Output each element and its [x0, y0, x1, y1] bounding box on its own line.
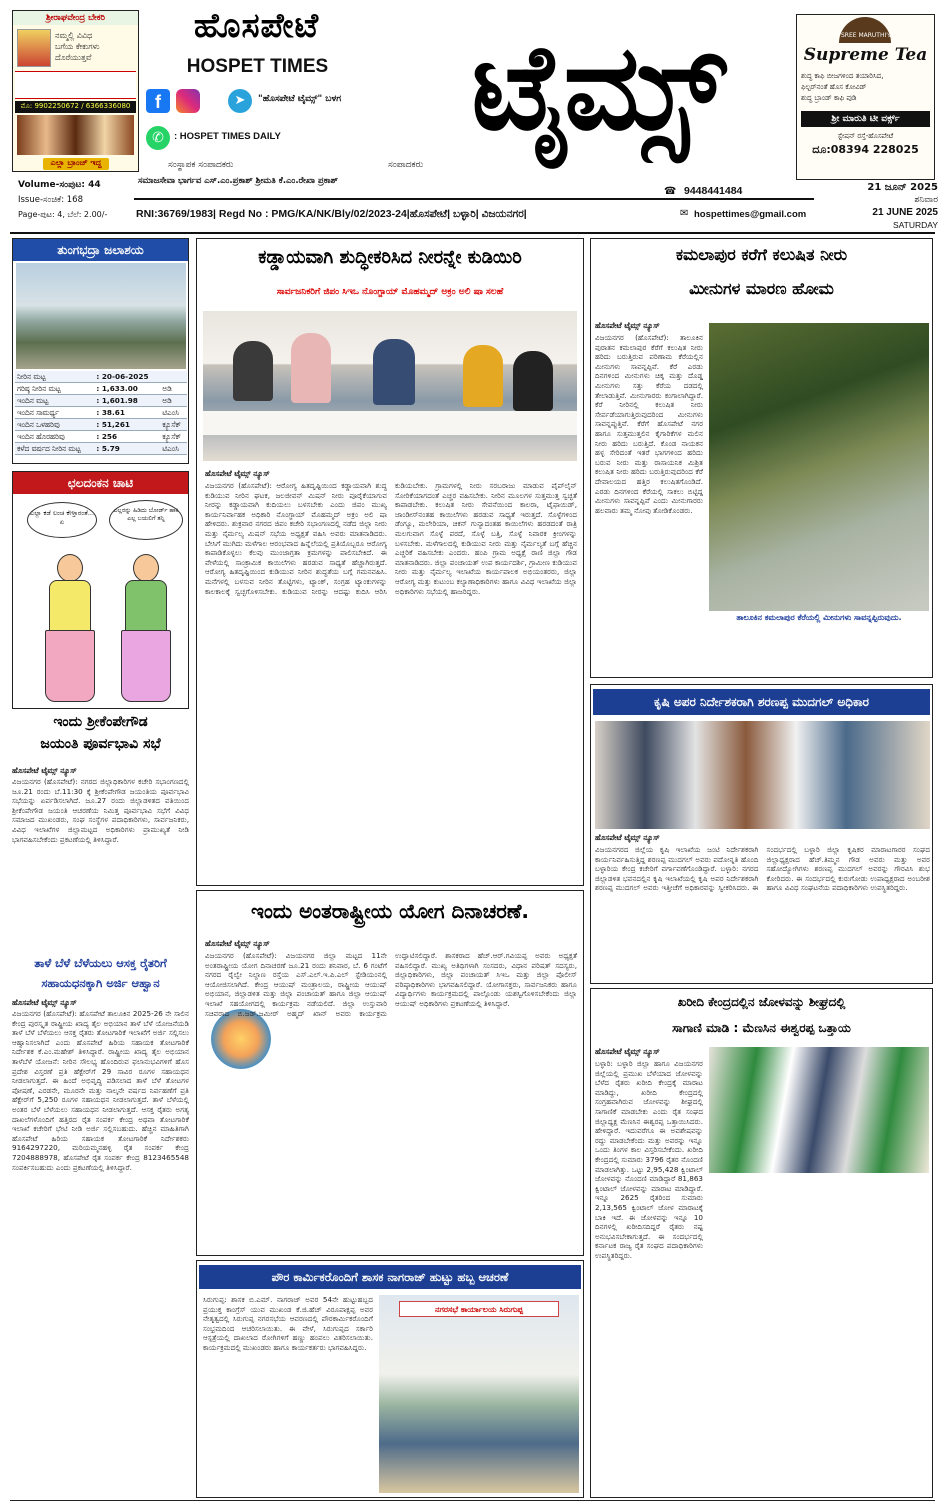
tea-phone: ದೂ:08394 228025 [812, 143, 919, 156]
kamalapura-title-2: ಮೀನುಗಳ ಮಾರಣ ಹೋಮ [689, 279, 834, 298]
bakery-line-1: ನಮ್ಮಲ್ಲಿ ವಿವಿಧ [55, 31, 93, 40]
rni-top-rule [134, 198, 814, 200]
tea-line-3: ಶುದ್ಧ ಬ್ರಾಂಡ್ ಕಾಫಿ ಪುಡಿ [801, 94, 857, 102]
dam-row [15, 407, 187, 419]
whatsapp-label: : HOSPET TIMES DAILY [174, 131, 281, 142]
phone-icon: ☎ [664, 186, 677, 197]
day-kannada: ಶನಿವಾರ [914, 195, 938, 205]
water-photo [203, 311, 577, 461]
dam-row-label: ಕಳೆದ ವರ್ಷದ ನೀರಿನ ಮಟ್ಟ [15, 443, 94, 455]
masthead [0, 0, 945, 238]
dam-title: ತುಂಗಭದ್ರಾ ಜಲಾಶಯ [13, 239, 188, 261]
kamalapura-body: ವಿಜಯನಗರ (ಹೊಸಪೇಟೆ): ತಾಲೂಕಿನ ಪುರಾತನ ಕಮಲಾಪುರ ಕೆರೆಗೆ ಕಲುಷಿತ ನೀರು ಹರಿದು ಬರುತ್ತಿರುವ ಪರಿಣಾಮ ಕೆರೆಯಲ್ಲಿನ ಮೀನುಗಳು ಸಾವನ್ನಪ್ಪಿವೆ. ಕೆರೆ ಎರಡು ದಿನಗಳಿಂದ ಮೀನುಗಳು ಚಿಕ್ಕ ಮತ್ತು ದೊಡ್ಡ ಮೀನುಗಳು ಸತ್ತು ಕೆರೆಯ ದಡದಲ್ಲಿ ತೇಲಾಡುತ್ತಿವೆ. ಮೀನುಗಾರರು ಕಂಗಾಲಾಗಿದ್ದಾರೆ. ಕೆರೆ ನೀರಿನಲ್ಲಿ ಕಲುಷಿತ ನೀರು ಸೇರ್ಪಡೆಯಾಗುತ್ತಿರುವುದರಿಂದ ಮೀನುಗಳು ಸಾವನ್ನಪ್ಪುತ್ತಿವೆ. ಕೆರೆಗೆ ಹೊಸಪೇಟೆ ನಗರ ಹಾಗೂ ಸುತ್ತಮುತ್ತಲಿನ ಕೈಗಾರಿಕೆಗಳ ಮಲಿನ ನೀರು ಹರಿದು ಬರುತ್ತಿದೆ. ಕೊಂಡ ನಾಯಕನ ಹಳ್ಳ ಸೇರಿದಂತೆ ಇತರೆ ಭಾಗಗಳಿಂದ ಹರಿದು ಬರುವ ನೀರು ಮತ್ತು ರಾಸಾಯನಿಕ ಮಿಶ್ರಿತ ಕಲುಷಿತ ನೀರು ಹರಿದು ಬರುತ್ತಿರುವುದರಿಂದ ಕೆರೆ ದೇವಾಲಯದ ಹತ್ತಿರ ಕಲುಷಿತಗೊಂಡಿದೆ. ಎರಡು ದಿನಗಳಿಂದ ಕೆರೆಯಲ್ಲಿ ಸಾಕಲು ಬಿಟ್ಟಿದ್ದ ಮೀನುಗಳು ಸಾವನ್ನಪ್ಪಿವೆ ಎಂದು ಮೀನುಗಾರರು ಹಲವಾರು ತಮ್ಮ ನೋವು ತೋಡಿಕೊಂಡರು. [595, 333, 703, 515]
water-article [196, 238, 584, 886]
kempegowda-body: ವಿಜಯನಗರ (ಹೊಸಪೇಟೆ): ನಗರದ ಜಿಲ್ಲಾಧಿಕಾರಿಗಳ ಕಚೇರಿ ಸಭಾಂಗಣದಲ್ಲಿ ಜೂ.21 ರಂದು ಬೆ.11:30 ಕ್ಕೆ ಶ್ರೀಕೆಂಪೇಗೌಡ ಜಯಂತಿಯ ಪೂರ್ವಭಾವಿ ಸಭೆಯನ್ನು ಏರ್ಪಡಿಸಲಾಗಿದೆ. ಜೂ.27 ರಂದು ಜಿಲ್ಲಾಡಳಿತದ ವತಿಯಿಂದ ಶ್ರೀಕೆಂಪೇಗೌಡ ಜಯಂತಿ ಆಚರಣೆಯ ನಿಮಿತ್ತ ಪೂರ್ವಭಾವಿ ಸಭೆಗೆ ವಿವಿಧ ಸಮಾಜದ ಮುಖಂಡರು, ಸಂಘ ಸಂಸ್ಥೆಗಳ ಪದಾಧಿಕಾರಿಗಳು, ಸಾರ್ವಜನಿಕರು, ವಿವಿಧ ಇಲಾಖೆಗಳ ಜಿಲ್ಲಾಮಟ್ಟದ ಅಧಿಕಾರಿಗಳು ಪ್ರಾಮುಖ್ಯತೆ ನೀಡಿ ಭಾಗವಹಿಸಬೇಕೆಂದು ಪ್ರಕಟಣೆಯಲ್ಲಿ ತಿಳಿಸಿದ್ದಾರೆ. [12, 777, 189, 844]
dam-row-label: ಇಂದಿನ ಮಟ್ಟ [15, 395, 94, 407]
dam-row-label: ಗರಿಷ್ಠ ನೀರಿನ ಮಟ್ಟ [15, 383, 94, 395]
dam-row-value: : 51,261 [94, 419, 160, 431]
bakery-line-3: ದೊರೆಯುತ್ತವೆ [55, 53, 92, 62]
dam-row [15, 383, 187, 395]
yoga-body: ವಿಜಯನಗರ (ಹೊಸಪೇಟೆ): ವಿಜಯನಗರ ಜಿಲ್ಲಾ ಮಟ್ಟದ 11ನೇ ಅಂತರಾಷ್ಟ್ರೀಯ ಯೋಗ ದಿನಾಚರಣೆ ಜೂ.21 ರಂದು ಶನಿವಾರ, ಬೆ. 6 ಗಂಟೆಗೆ ನಗರದ ರೈಲ್ವೇ ನಿಲ್ದಾಣ ರಸ್ತೆಯ ಎಸ್.ಎಲ್.ಇ.ಪಿ.ಎಲ್ ಸ್ಟೇಡಿಯಂನಲ್ಲಿ ಆಯೋಜಿಸಲಾಗಿದೆ. ಕೇಂದ್ರ ಆಯುಷ್ ಮಂತ್ರಾಲಯ, ರಾಷ್ಟ್ರೀಯ ಆಯುಷ್ ಅಭಿಯಾನ, ಜಿಲ್ಲಾಡಳಿತ ಮತ್ತು ಜಿಲ್ಲಾ ಪಂಚಾಯತ್ ಹಾಗೂ ಜಿಲ್ಲಾ ಆಯುಷ್ ಇಲಾಖೆ ಸಹಯೋಗದಲ್ಲಿ ಕಾರ್ಯಕ್ರಮ ನಡೆಯಲಿದೆ. ಜಿಲ್ಲಾ ಉಸ್ತುವಾರಿ ಸಚಿವರಾದ ಬಿ.ಜಡ್.ಜಮೀರ್ ಅಹ್ಮದ್ ಖಾನ್ ಅವರು ಕಾರ್ಯಕ್ರಮ ಉದ್ಘಾಟಿಸಲಿದ್ದಾರೆ. ಶಾಸಕರಾದ ಹೆಚ್.ಆರ್.ಗವಿಯಪ್ಪ ಅವರು ಅಧ್ಯಕ್ಷತೆ ವಹಿಸಲಿದ್ದಾರೆ. ಮುಖ್ಯ ಅತಿಥಿಗಳಾಗಿ ಸಂಸದರು, ವಿಧಾನ ಪರಿಷತ್ ಸದಸ್ಯರು, ಜಿಲ್ಲಾಧಿಕಾರಿಗಳು, ಜಿಲ್ಲಾ ಪಂಚಾಯತ್ ಸಿಇಒ ಮತ್ತು ಜಿಲ್ಲಾ ಪೊಲೀಸ್ ವರಿಷ್ಠಾಧಿಕಾರಿಗಳು ಭಾಗವಹಿಸಲಿದ್ದಾರೆ. ಯೋಗಾಸಕ್ತರು, ಸಾರ್ವಜನಿಕರು ಹಾಗೂ ವಿದ್ಯಾರ್ಥಿಗಳು ಕಾರ್ಯಕ್ರಮದಲ್ಲಿ ಪಾಲ್ಗೊಂಡು ಯಶಸ್ವಿಗೊಳಿಸಬೇಕೆಂದು ಜಿಲ್ಲಾ ಆಯುಷ್ ಅಧಿಕಾರಿಗಳು ಪ್ರಕಟಣೆಯಲ್ಲಿ ತಿಳಿಸಿದ್ದಾರೆ. [205, 951, 577, 1018]
paurakarmika-photo [379, 1295, 579, 1493]
dam-row-unit: ಕ್ಯೂಸೆಕ್ [160, 431, 187, 443]
water-title: ಕಡ್ಡಾಯವಾಗಿ ಶುದ್ಧೀಕರಿಸಿದ ನೀರನ್ನೇ ಕುಡಿಯಿರಿ [258, 247, 522, 268]
kamalapura-byline: ಹೊಸಪೇಟೆ ಟೈಮ್ಸ್ ನ್ಯೂಸ್ [595, 321, 660, 330]
kamalapura-title-1: ಕಮಲಾಪುರ ಕರೆಗೆ ಕಲುಷಿತ ನೀರು [675, 245, 848, 264]
day-english: SATURDAY [892, 220, 938, 230]
bakery-phone: ಮೊ: 9902250672 / 6366336080 [15, 101, 136, 113]
issue: Issue-ಸಂಚಿಕೆ: 168 [18, 195, 83, 205]
tea-brand-top: SREE MARUTHI's [840, 32, 892, 39]
facebook-icon[interactable]: f [146, 89, 170, 113]
tea-ad [796, 14, 935, 180]
dam-row-label: ಇಂದಿನ ಹೊರಹರಿವು [15, 431, 94, 443]
agri-byline: ಹೊಸಪೇಟೆ ಟೈಮ್ಸ್ ನ್ಯೂಸ್ [595, 833, 660, 842]
dam-row [15, 371, 187, 383]
kamalapura-photo [709, 323, 929, 611]
masthead-title-kannada: ಹೊಸಪೇಟೆ [193, 6, 320, 46]
editors-label: ಸಂಪಾದಕರು [388, 160, 424, 170]
paurakarmika-body: ಸಿರುಗುಪ್ಪ: ಶಾಸಕ ಬಿ.ಎಮ್. ನಾಗರಾಜ್ ಅವರ 54ನೇ ಹುಟ್ಟುಹಬ್ಬದ ಪ್ರಯುಕ್ತ ಕಾಂಗ್ರೆಸ್ ಯುವ ಮುಖಂಡ ಕೆ.ಜಿ.ಹೆಚ್ ವಿರೂಪಾಕ್ಷಪ್ಪ ಅವರ ನೇತೃತ್ವದಲ್ಲಿ ಸಿರುಗುಪ್ಪ ನಗರಸಭೆಯ ಆವರಣದಲ್ಲಿ ಪೌರಕಾರ್ಮಿಕರೊಂದಿಗೆ ಸಂಭ್ರಮದಿಂದ ಆಚರಿಸಲಾಯಿತು. ಈ ವೇಳೆ, ಸಿರುಗುಪ್ಪದ ಸರ್ಕಾರಿ ಆಸ್ಪತ್ರೆಯಲ್ಲಿ ದಾಖಲಾದ ರೋಗಿಗಳಿಗೆ ಹಣ್ಣು ಹಂಪಲು ವಿತರಿಸಲಾಯಿತು. ಕಾರ್ಯಕ್ರಮದಲ್ಲಿ ಮುಖಂಡರು ಹಾಗೂ ಕಾರ್ಯಕರ್ತರು ಭಾಗವಹಿಸಿದ್ದರು. [203, 1295, 373, 1352]
telegram-icon[interactable]: ➤ [228, 89, 252, 113]
bakery-address-bar [15, 71, 136, 99]
founder-names: ಸಮಾಜಸೇವಾ ಭಾರ್ಗವ ಎಸ್.ಎಂ.ಪ್ರಕಾಶ್ ಶ್ರೀಮತಿ ಕೆ.ಎಂ.ರೇಖಾ ಪ್ರಕಾಶ್ [138, 176, 339, 186]
date-english: 21 JUNE 2025 [872, 207, 938, 218]
dam-row-value: : 5.79 [94, 443, 160, 455]
agri-body: ವಿಜಯನಗರದ ಜಿಲ್ಲೆಯ ಕೃಷಿ ಇಲಾಖೆಯ ಜಂಟಿ ನಿರ್ದೇಶಕರಾಗಿ ಕಾರ್ಯನಿರ್ವಹಿಸುತ್ತಿದ್ದ ಶರಣಪ್ಪ ಮುದಗಲ್ ಅವರು ಪದೋನ್ನತಿ ಹೊಂದಿ ಬಳ್ಳಾರಿಯ ಕೇಂದ್ರ ಕಚೇರಿಗೆ ವರ್ಗಾವಣೆಗೊಂಡಿದ್ದಾರೆ. ಬಳ್ಳಾರಿ: ನಗರದ ಜಿಲ್ಲಾಡಳಿತ ಭವನದಲ್ಲಿನ ಕೃಷಿ ಇಲಾಖೆಯಲ್ಲಿ ಕೃಷಿ ಅಪರ ನಿರ್ದೇಶಕರಾಗಿ ಶರಣಪ್ಪ ಮುದಗಲ್ ಅವರು ಇತ್ತೀಚೆಗೆ ಅಧಿಕಾರವನ್ನು ಸ್ವೀಕರಿಸಿದರು. ಈ ಸಂದರ್ಭದಲ್ಲಿ ಬಳ್ಳಾರಿ ಜಿಲ್ಲಾ ಕೃಷಿಕರ ಮಾರಾಟಗಾರರ ಸಂಘದ ಜಿಲ್ಲಾಧ್ಯಕ್ಷರಾದ ಹೆಚ್.ತಿಮ್ಮನ ಗೌಡ ಅವರು ಮತ್ತು ಅವರ ಸಹೋದ್ಯೋಗಿಗಳು ಶರಣಪ್ಪ ಮುದಗಲ್ ಅವರನ್ನು ಗೌರವಿಸಿ ಶುಭ ಕೋರಿದರು. ಈ ಸಂದರ್ಭದಲ್ಲಿ ಕುರುಗೋಡು ಉಪಾಧ್ಯಕ್ಷರಾದ ಅಂಬರೀಶ ಹಾಗೂ ವಿವಿಧ ಸಂಘಟನೆಯ ಪದಾಧಿಕಾರಿಗಳು ಉಪಸ್ಥಿತರಿದ್ದರು. [595, 845, 930, 893]
dam-row-label: ಇಂದಿನ ಸಾಮರ್ಥ್ಯ [15, 407, 94, 419]
procurement-byline: ಹೊಸಪೇಟೆ ಟೈಮ್ಸ್ ನ್ಯೂಸ್ [595, 1047, 660, 1056]
tea-brand: Supreme Tea [803, 45, 928, 65]
masthead-times-title: ಟೈಮ್ಸ್ [471, 18, 724, 156]
dam-row-value: : 38.61 [94, 407, 160, 419]
bakery-photo [17, 29, 51, 67]
dam-photo [16, 263, 186, 369]
agri-photo [595, 721, 930, 829]
kempegowda-title-1: ಇಂದು ಶ್ರೀಕೆಂಪೇಗೌಡ [53, 714, 148, 730]
paurakarmika-article [196, 1260, 584, 1498]
tea-address: ಸ್ಟೇಷನ್ ರಸ್ತೆ-ಹೊಸಪೇಟೆ [837, 132, 894, 140]
kempegowda-article [12, 714, 189, 952]
cartoon-title: ಛಲದಂಕನ ಚಾಟಿ [13, 472, 188, 494]
cartoon-woman-2 [117, 554, 173, 704]
cartoon-box [12, 471, 189, 709]
cartoon-bubble-2: ಎಲ್ಲರನ್ನು ಹಿಡಿದು ಬೋರ್ಡ್ ಹಾಕಿ ಎಲ್ಲ ಬಯಲಿಗೆ ತನ್ನಿ [109, 500, 183, 540]
dam-row [15, 431, 187, 443]
farmers-body: ವಿಜಯನಗರ (ಹೊಸಪೇಟೆ): ಹೊಸಪೇಟೆ ತಾಲೂಕಿನ 2025-26 ನೇ ಸಾಲಿನ ಕೇಂದ್ರ ಪುರಸ್ಕೃತ ರಾಷ್ಟ್ರೀಯ ಖಾದ್ಯ ತೈಲ ಅಭಿಯಾನ ತಾಳೆ ಬೆಳೆ ಯೋಜನೆಯಡಿ ತಾಳೆ ಬೆಳೆ ಬೆಳೆಯಲು ಆಸಕ್ತ ರೈತರು ತೋಟಗಾರಿಕೆ ಇಲಾಖೆಗೆ ಅರ್ಜಿ ಸಲ್ಲಿಸಲು ಆಹ್ವಾನಿಸಲಾಗಿದೆ ಎಂದು ಹೊಸಪೇಟೆ ಹಿರಿಯ ಸಹಾಯಕ ತೋಟಗಾರಿಕೆ ನಿರ್ದೇಶಕ ಕೆ.ಎಂ.ಮಹೇಶ್ ತಿಳಿಸಿದ್ದಾರೆ. ರಾಷ್ಟ್ರೀಯ ಖಾದ್ಯ ತೈಲ ಅಭಿಯಾನ ತಾಳೆಬೆಳೆ ಯೋಜನೆ: ನೀರಿನ ಸೌಲಭ್ಯ ಹೊಂದಿರುವ ಫಲಾನುಭವಿಗಳಿಗೆ ಹೊಸ ಪ್ರದೇಶ ವಿಸ್ತರಣೆ ಪ್ರತಿ ಹೆಕ್ಟೇರ್‌ಗೆ 29 ಸಾವಿರ ರೂಗಳ ಸಹಾಯಧನ ನೀಡಲಾಗುತ್ತದೆ. ಈ ಹಿಂದೆ ಅಭಿವೃದ್ಧಿ ಪಡಿಸಲಾದ ತಾಳೆ ಬೆಳೆ ತೋಟಗಳ ಪೋಷಣೆ, ಎರಡನೇ, ಮೂರನೇ ಮತ್ತು ನಾಲ್ಕನೇ ವರ್ಷದ ನಿರ್ವಹಣೆಗೆ ಪ್ರತಿ ಹೆಕ್ಟೇರ್‌ಗೆ 5,250 ರೂಗಳ ಸಹಾಯಧನ ನೀಡಲಾಗುತ್ತದೆ. ತಾಳೆ ಬೆಳೆಯಲ್ಲಿ ಅಂತರ ಬೆಳೆ ಬೆಳೆಯಲು ಸಹಾಯಧನ ನೀಡಲಾಗುತ್ತದೆ. ಆಸಕ್ತ ರೈತರು ಅಗತ್ಯ ದಾಖಲೆಗಳೊಂದಿಗೆ ಹತ್ತಿರದ ರೈತ ಸಂಪರ್ಕ ಕೇಂದ್ರ ಅಥವಾ ತೋಟಗಾರಿಕೆ ಇಲಾಖೆ ಕಚೇರಿಗೆ ಭೇಟಿ ನೀಡಿ ಅರ್ಜಿ ಸಲ್ಲಿಸಬಹುದು. ಹೆಚ್ಚಿನ ಮಾಹಿತಿಗಾಗಿ ಹೊಸಪೇಟೆ ಹಿರಿಯ ಸಹಾಯಕ ತೋಟಗಾರಿಕೆ ನಿರ್ದೇಶಕರು 9164297220, ಮರಿಯಮ್ಮನಹಳ್ಳಿ ರೈತ ಸಂಪರ್ಕ ಕೇಂದ್ರ 7204888978, ಹೊಸಪೇಟೆ ರೈತ ಸಂಪರ್ಕ ಕೇಂದ್ರ 8123465548 ಸಂಪರ್ಕಿಸಬಹುದು ಎಂದು ಪ್ರಕಟಣೆಯಲ್ಲಿ ತಿಳಿಸಿದ್ದಾರೆ. [12, 1009, 189, 1172]
water-body: ವಿಜಯನಗರ (ಹೊಸಪೇಟೆ): ಆರೋಗ್ಯ ಹಿತದೃಷ್ಟಿಯಿಂದ ಕಡ್ಡಾಯವಾಗಿ ಶುದ್ಧ ಕುಡಿಯುವ ನೀರಿನ ಘಟಕ, ಜಲಜೀವನ್ ಮಿಷನ್ ನೀರು ಪೂರೈಕೆಯಾಗುವ ನೀರನ್ನು ಕಡ್ಡಾಯವಾಗಿ ಕುದಿಯಲು ಬಳಸಬೇಕು ಎಂದು ಜಿಪಂ ಮುಖ್ಯ ಕಾರ್ಯನಿರ್ವಾಹಕ ಅಧಿಕಾರಿ ನೊಂಗ್ಜಾಯ್ ಮೊಹಮ್ಮದ್ ಅಕ್ರಂ ಅಲಿ ಷಾ ಹೇಳಿದರು. ಶುಕ್ರವಾರ ನಗರದ ಜಿಪಂ ಕಚೇರಿ ಸಭಾಂಗಣದಲ್ಲಿ ನಡೆದ ಜಿಲ್ಲಾ ನೀರು ಮತ್ತು ನೈರ್ಮಲ್ಯ ಮಿಷನ್ ಸಭೆಯ ಅಧ್ಯಕ್ಷತೆ ವಹಿಸಿ ಅವರು ಮಾತನಾಡಿದರು. ಬೇಸಿಗೆ ಮುಗಿದು ಮಳೆಗಾಲ ಆರಂಭವಾದ ಹಿನ್ನೆಲೆಯಲ್ಲಿ ಪ್ರತಿಯೊಬ್ಬರೂ ಆರೋಗ್ಯ ಕಾಪಾಡಿಕೊಳ್ಳಲು ಕೆಲವು ಮುಂಜಾಗ್ರತಾ ಕ್ರಮಗಳನ್ನು ಪಾಲಿಸಬೇಕಿದೆ. ಈ ವೇಳೆಯಲ್ಲಿ ಸಾಂಕ್ರಾಮಿಕ ಕಾಯಿಲೆಗಳು ಹರಡುವ ಸಾಧ್ಯತೆ ಹೆಚ್ಚಾಗಿರುತ್ತದೆ. ಆರೋಗ್ಯ ಹಿತದೃಷ್ಟಿಯಿಂದ ಕುಡಿಯುವ ನೀರಿನ ಶುದ್ಧತೆಯ ಬಗ್ಗೆ ಗಮನವಹಿಸಿ. ಮನೆಗಳಲ್ಲಿ ಬಳಸುವ ನೀರಿನ ತೊಟ್ಟಿಗಳು, ಟ್ಯಾಂಕ್, ಸಂಗ್ರಹ ಟ್ಯಾಂಕುಗಳನ್ನು ಕಾಲಕಾಲಕ್ಕೆ ಸ್ವಚ್ಛಗೊಳಿಸಬೇಕು. ಕುಡಿಯುವ ನೀರನ್ನು ಆದಷ್ಟು ಕುದಿಸಿ ಆರಿಸಿ ಕುಡಿಯಬೇಕು. ಗ್ರಾಮಗಳಲ್ಲಿ ನೀರು ಸರಬರಾಜು ಮಾಡುವ ಪೈಪ್‌ಲೈನ್ ಸೋರಿಕೆಯಾಗದಂತೆ ಎಚ್ಚರ ವಹಿಸಬೇಕು. ನೀರಿನ ಮೂಲಗಳ ಸುತ್ತಮುತ್ತ ಸ್ವಚ್ಛತೆ ಕಾಪಾಡಬೇಕು. ಕಲುಷಿತ ನೀರು ಸೇವನೆಯಿಂದ ಕಾಲರಾ, ಟೈಫಾಯಿಡ್, ಜಾಂಡೀಸ್‌ನಂತಹ ಕಾಯಿಲೆಗಳು ಹರಡುವ ಸಾಧ್ಯತೆ ಇರುತ್ತದೆ. ಸೊಳ್ಳೆಗಳಿಂದ ಡೆಂಗ್ಯೂ, ಮಲೇರಿಯಾ, ಚಿಕನ್ ಗುನ್ಯಾದಂತಹ ಕಾಯಿಲೆಗಳು ಹರಡದಂತೆ ರಾತ್ರಿ ಮಲಗುವಾಗ ಸೊಳ್ಳೆ ಪರದೆ, ಸೊಳ್ಳೆ ಬತ್ತಿ, ಸೊಳ್ಳೆ ನಿವಾರಕ ಕ್ರೀಂಗಳನ್ನು ಬಳಸಬೇಕು. ಮಳೆಗಾಲದಲ್ಲಿ ಕುಡಿಯುವ ನೀರು ಮತ್ತು ನೈರ್ಮಲ್ಯತೆ ಬಗ್ಗೆ ಹೆಚ್ಚಿನ ಎಚ್ಚರಿಕೆ ವಹಿಸಬೇಕು ಎಂದರು. ಹಂಪಿ ಗ್ರಾಮ ಅಧ್ಯಕ್ಷೆ ರಾಣಿ ಜಿಲ್ಲಾ ಗೌಡ ಮಾತನಾಡಿದರು. ಜಿಲ್ಲಾ ಪಂಚಾಯತ್ ಉಪ ಕಾರ್ಯದರ್ಶಿ, ಗ್ರಾಮೀಣ ಕುಡಿಯುವ ನೀರು ಮತ್ತು ನೈರ್ಮಲ್ಯ ಇಲಾಖೆಯ ಕಾರ್ಯಪಾಲಕ ಅಭಿಯಂತರರು, ಜಿಲ್ಲಾ ಆರೋಗ್ಯ ಮತ್ತು ಕುಟುಂಬ ಕಲ್ಯಾಣಾಧಿಕಾರಿಗಳು ಹಾಗೂ ವಿವಿಧ ಇಲಾಖೆಯ ಜಿಲ್ಲಾ ಅಧಿಕಾರಿಗಳು ಸಭೆಯಲ್ಲಿ ಹಾಜರಿದ್ದರು. [205, 481, 577, 596]
dam-row-unit: ಟಿಎಂಸಿ [160, 407, 187, 419]
tea-shop: ಶ್ರೀ ಮಾರುತಿ ಟೀ ವರ್ಕ್ಸ್ [801, 111, 930, 127]
bakery-tag: ಎಲ್ಲಾ ಬ್ರಾಂಚ್ ಇದ್ದ [43, 158, 109, 170]
kamalapura-article [590, 238, 933, 678]
procurement-title-2: ಸಾಗಾಣಿ ಮಾಡಿ : ಮೆಣಸಿನ ಈಶ್ವರಪ್ಪ ಒತ್ತಾಯ [672, 1021, 851, 1035]
procurement-body: ಬಳ್ಳಾರಿ: ಬಳ್ಳಾರಿ ಜಿಲ್ಲಾ ಹಾಗೂ ವಿಜಯನಗರ ಜಿಲ್ಲೆಯಲ್ಲಿ ಪ್ರಮುಖ ಬೆಳೆಯಾದ ಜೋಳವನ್ನು ಬೆಳೆದ ರೈತರು ಖರೀದಿ ಕೇಂದ್ರಕ್ಕೆ ಮಾರಾಟ ಮಾಡಿದ್ದು, ಖರೀದಿ ಕೇಂದ್ರದಲ್ಲಿ ಸಂಗ್ರಹವಾಗಿರುವ ಜೋಳವನ್ನು ಶೀಘ್ರದಲ್ಲಿ ಸಾಗಾಣಿಕೆ ಮಾಡಬೇಕು ಎಂದು ರೈತ ಸಂಘದ ಜಿಲ್ಲಾಧ್ಯಕ್ಷ ಮೆಣಸಿನ ಈಶ್ವರಪ್ಪ ಒತ್ತಾಯಿಸಿದರು. ಹೇಳಿದ್ದಾರೆ. ಇದುವರೆಗೂ ಈ ಅವಶೇಷವನ್ನು ರದ್ದು ಮಾಡಬೇಕೆಂದು ಮತ್ತು ಅವರನ್ನು ಇನ್ನೂ ಒಂದು ತಿಂಗಳ ಕಾಲ ವಿಸ್ತರಿಸಬೇಕೆಂದು. ಖರೀದಿ ಕೇಂದ್ರದಲ್ಲಿ ಸುಮಾರು 3796 ರೈತರ ನೊಂದಣಿ ಮಾಡಲಾಗಿತ್ತು. ಒಟ್ಟು 2,95,428 ಕ್ವಿಂಟಾಲ್ ಜೋಳವನ್ನು ನೊಂದಣಿ ಮಾಡಿದ್ದಾರೆ 81,863 ಕ್ವಿಂಟಾಲ್ ಜೋಳವನ್ನು ಮಾರಾಟ ಮಾಡಿದ್ದಾರೆ. ಇನ್ನೂ 2625 ರೈತರಿಂದ ಸುಮಾರು 2,13,565 ಕ್ವಿಂಟಾಲ್ ಜೋಳ ಮಾರಾಟಕ್ಕೆ ಬಾಕಿ ಇದೆ. ಈ ಜೋಳವನ್ನು ಇನ್ನೂ 10 ದಿನಗಳಲ್ಲಿ ಖರೀದಿಸದಿದ್ದರೆ ರೈತರು ನಷ್ಟ ಅನುಭವಿಸಬೇಕಾಗುತ್ತದೆ. ಈ ಸಂದರ್ಭದಲ್ಲಿ ಕರ್ನಾಟಕ ರಾಜ್ಯ ರೈತ ಸಂಘದ ಪದಾಧಿಕಾರಿಗಳು ಉಪಸ್ಥಿತರಿದ್ದರು. [595, 1059, 703, 1260]
bakery-ad-title: ಶ್ರೀರಾಘವೇಂದ್ರ ಬೇಕರಿ [13, 11, 138, 25]
procurement-photo [709, 1047, 929, 1173]
bakery-ad [12, 10, 139, 172]
water-byline: ಹೊಸಪೇಟೆ ಟೈಮ್ಸ್ ನ್ಯೂಸ್ [205, 469, 270, 478]
phone-number: 9448441484 [684, 185, 743, 197]
farmers-article [12, 956, 189, 1496]
farmers-title-1: ತಾಳೆ ಬೆಳೆ ಬೆಳೆಯಲು ಆಸಕ್ತ ರೈತರಿಗೆ [34, 956, 167, 970]
farmers-byline: ಹೊಸಪೇಟೆ ಟೈಮ್ಸ್ ನ್ಯೂಸ್ [12, 998, 77, 1007]
bakery-line-2: ಬಗೆಯ ಕೇಕುಗಳು [55, 42, 100, 51]
dam-row-value: : 1,601.98 [94, 395, 160, 407]
dam-row-label: ಇಂದಿನ ಒಳಹರಿವು [15, 419, 94, 431]
agri-article [590, 684, 933, 984]
email[interactable]: hospettimes@gmail.com [694, 209, 807, 220]
yoga-article [196, 890, 584, 1256]
dam-row [15, 443, 187, 455]
farmers-title-2: ಸಹಾಯಧನಕ್ಕಾಗಿ ಅರ್ಜಿ ಆಹ್ವಾನ [41, 976, 160, 990]
tea-line-2: ಫಿಲ್ಟರ್‌ನಂತೆ ಹೊಸ ಕೋವಿಡ್‌ [801, 83, 867, 91]
page-bottom-rule [10, 1500, 935, 1501]
date-kannada: 21 ಜೂನ್ 2025 [867, 182, 938, 193]
rni-line: RNI:36769/1983| Regd No : PMG/KA/NK/Bly/02/2023-24|ಹೊಸಪೇಟೆ| ಬಳ್ಳಾರಿ| ವಿಜಯನಗರ| [136, 208, 527, 220]
dam-row [15, 419, 187, 431]
water-subtitle: ಸಾರ್ವಜನಿಕರಿಗೆ ಜಿಪಂ ಸಿಇಒ ನೊಂಗ್ಜಾಯ್ ಮೊಹಮ್ಮದ್ ಅಕ್ರಂ ಅಲಿ ಷಾ ಸಲಹೆ [276, 287, 504, 297]
dam-table [15, 371, 187, 455]
dam-row-unit: ಅಡಿ [160, 383, 187, 395]
cartoon-bubble-1: ಎಲ್ಲಾ ಕಡೆ ಲಂಚ ಕೇಳ್ತಾರಂತೆ... ಏ [27, 502, 97, 538]
kamalapura-caption: ತಾಲೂಕಿನ ಕಮಲಾಪುರ ಕೆರೆಯಲ್ಲಿ ಮೀನುಗಳು ಸಾವನ್ನಪ್ಪಿರುವುದು. [736, 613, 902, 622]
whatsapp-icon[interactable]: ✆ [146, 126, 170, 150]
dam-row-unit: ಅಡಿ [160, 395, 187, 407]
dam-row-unit: ಕ್ಯೂಸೆಕ್ [160, 419, 187, 431]
kempegowda-byline: ಹೊಸಪೇಟೆ ಟೈಮ್ಸ್ ನ್ಯೂಸ್ [12, 766, 77, 775]
dam-row-unit [160, 371, 187, 383]
dam-row [15, 395, 187, 407]
yoga-title: ಇಂದು ಅಂತರಾಷ್ಟ್ರೀಯ ಯೋಗ ದಿನಾಚರಣೆ. [250, 899, 530, 923]
paurakarmika-sign: ನಗರಸಭೆ ಕಾರ್ಯಾಲಯ ಸಿರುಗುಪ್ಪ [399, 1301, 559, 1317]
masthead-rule [10, 232, 935, 234]
facebook-group-label: "ಹೊಸಪೇಟೆ ಟೈಮ್ಸ್" ಬಳಗ [258, 94, 342, 104]
instagram-icon[interactable] [176, 89, 200, 113]
dam-row-value: : 1,633.00 [94, 383, 160, 395]
pages-price: Page-ಪುಟ: 4, ಬೆಲೆ: 2.00/- [18, 210, 108, 219]
paurakarmika-title: ಪೌರ ಕಾರ್ಮಿಕರೊಂದಿಗೆ ಶಾಸಕ ನಾಗರಾಜ್ ಹುಟ್ಟು ಹಬ್ಬ ಆಚರಣೆ [199, 1265, 581, 1289]
masthead-title-english: HOSPET TIMES [186, 56, 329, 77]
procurement-article [590, 988, 933, 1498]
dam-box [12, 238, 189, 464]
email-icon: ✉ [680, 208, 689, 219]
cake-photo [17, 115, 134, 155]
founder-editors-label: ಸಂಸ್ಥಾಪಕ ಸಂಪಾದಕರು [168, 160, 234, 170]
dam-row-value: : 256 [94, 431, 160, 443]
dam-row-unit: ಟಿಎಂಸಿ [160, 443, 187, 455]
volume: Volume-ಸಂಪುಟ: 44 [18, 180, 101, 190]
kempegowda-title-2: ಜಯಂತಿ ಪೂರ್ವಭಾವಿ ಸಭೆ [40, 736, 161, 752]
tea-line-1: ಶುದ್ಧ ಕಾಫಿ ಬೀಜಗಳಿಂದ ತಯಾರಿಸಿದ, [801, 72, 884, 80]
procurement-title-1: ಖರೀದಿ ಕೇಂದ್ರದಲ್ಲಿನ ಜೋಳವನ್ನು ಶೀಘ್ರದಲ್ಲಿ [677, 995, 846, 1009]
dam-row-label: ನೀರಿನ ಮಟ್ಟ [15, 371, 94, 383]
cartoon-woman-1 [43, 554, 97, 704]
dam-row-value: : 20-06-2025 [94, 371, 160, 383]
yoga-byline: ಹೊಸಪೇಟೆ ಟೈಮ್ಸ್ ನ್ಯೂಸ್ [205, 939, 270, 948]
agri-title: ಕೃಷಿ ಅಪರ ನಿರ್ದೇಶಕರಾಗಿ ಶರಣಪ್ಪ ಮುದಗಲ್ ಅಧಿಕಾರ [593, 689, 930, 715]
